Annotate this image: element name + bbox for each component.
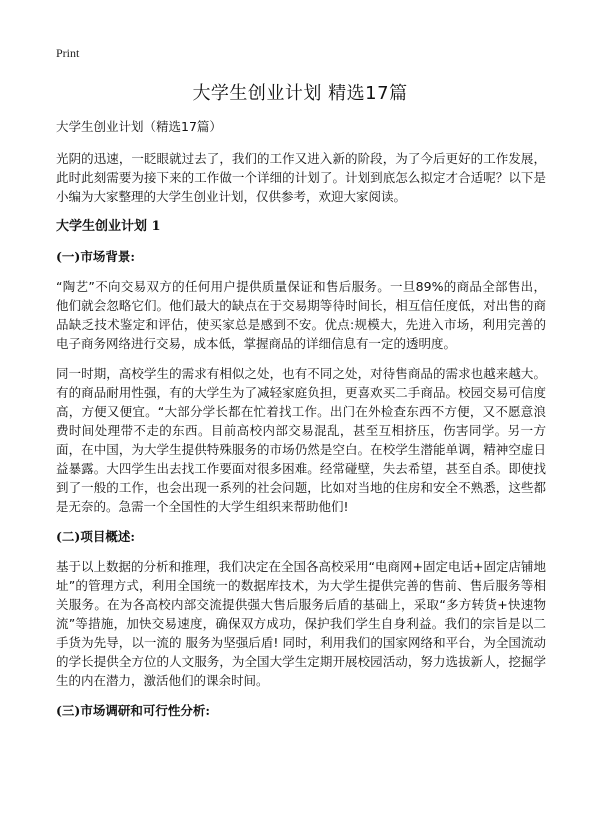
project-overview-paragraph: 基于以上数据的分析和推理，我们决定在全国各高校采用“电商网+固定电话+固定店铺地址”的管理方式，利用全国统一的数据库技术，为大学生提供完善的售前、售后服务等相关服务。在为各高校内部交流提供强大售后服务后盾的基础上，采取“多方转货+快速物流”等措施，加快交易速度，确保双方成功，保护我们学生自身利益。我们的宗旨是以二手货为先导，以一流的 服务为坚强后盾! 同时，利用我们的国家网络和平台，为全国流动的学长提供全方位的人文服务，为全国大学生定期开展校园活动，努力选拔新人，挖掘学生的内在潜力，激活他们的课余时间。 — [56, 559, 546, 688]
document-body — [56, 117, 546, 731]
section-heading-project-overview: (二)项目概述: — [56, 529, 135, 544]
section-heading-market-research: (三)市场调研和可行性分析: — [56, 703, 210, 718]
document-subtitle: 大学生创业计划（精选17篇） — [56, 119, 222, 134]
page-title: 大学生创业计划 精选17篇 — [192, 83, 408, 104]
print-label[interactable]: Print — [56, 46, 80, 60]
market-background-paragraph-1: “陶艺”不向交易双方的任何用户提供质量保证和售后服务。一旦89%的商品全部售出，他们就会忽略它们。他们最大的缺点在于交易期等待时间长，相互信任度低，对出售的商品缺乏技术鉴定和评估，使买家总是感到不安。优点:规模大，先进入市场，利用完善的电子商务网络进行交易，成本低，掌握商品的详细信息有一定的透明度。 — [56, 279, 546, 351]
intro-paragraph: 光阴的迅速，一眨眼就过去了，我们的工作又进入新的阶段，为了今后更好的工作发展，此时此刻需要为接下来的工作做一个详细的计划了。计划到底怎么拟定才合适呢？以下是小编为大家整理的大学生创业计划，仅供参考，欢迎大家阅读。 — [56, 151, 546, 204]
section-heading-market-background: (一)市场背景: — [56, 249, 135, 264]
market-background-paragraph-2: 同一时期，高校学生的需求有相似之处，也有不同之处，对待售商品的需求也越来越大。有的商品耐用性强，有的大学生为了减轻家庭负担，更喜欢买二手商品。校园交易可信度高，方便又便宜。“大部分学长都在忙着找工作。出门在外检查东西不方便，又不愿意浪费时间处理带不走的东西。目前高校内部交易混乱，甚至互相挤压，伤害同学。另一方面，在中国，为大学生提供特殊服务的市场仍然是空白。在校学生潜能单调，精神空虚日益暴露。大四学生出去找工作要面对很多困难。经常碰壁，失去希望，甚至自杀。即使找到了一般的工作，也会出现一系列的社会问题，比如对当地的住房和安全不熟悉，这些都是无奈的。急需一个全国性的大学生组织来帮助他们! — [56, 366, 546, 514]
plan-heading: 大学生创业计划 1 — [56, 219, 161, 234]
